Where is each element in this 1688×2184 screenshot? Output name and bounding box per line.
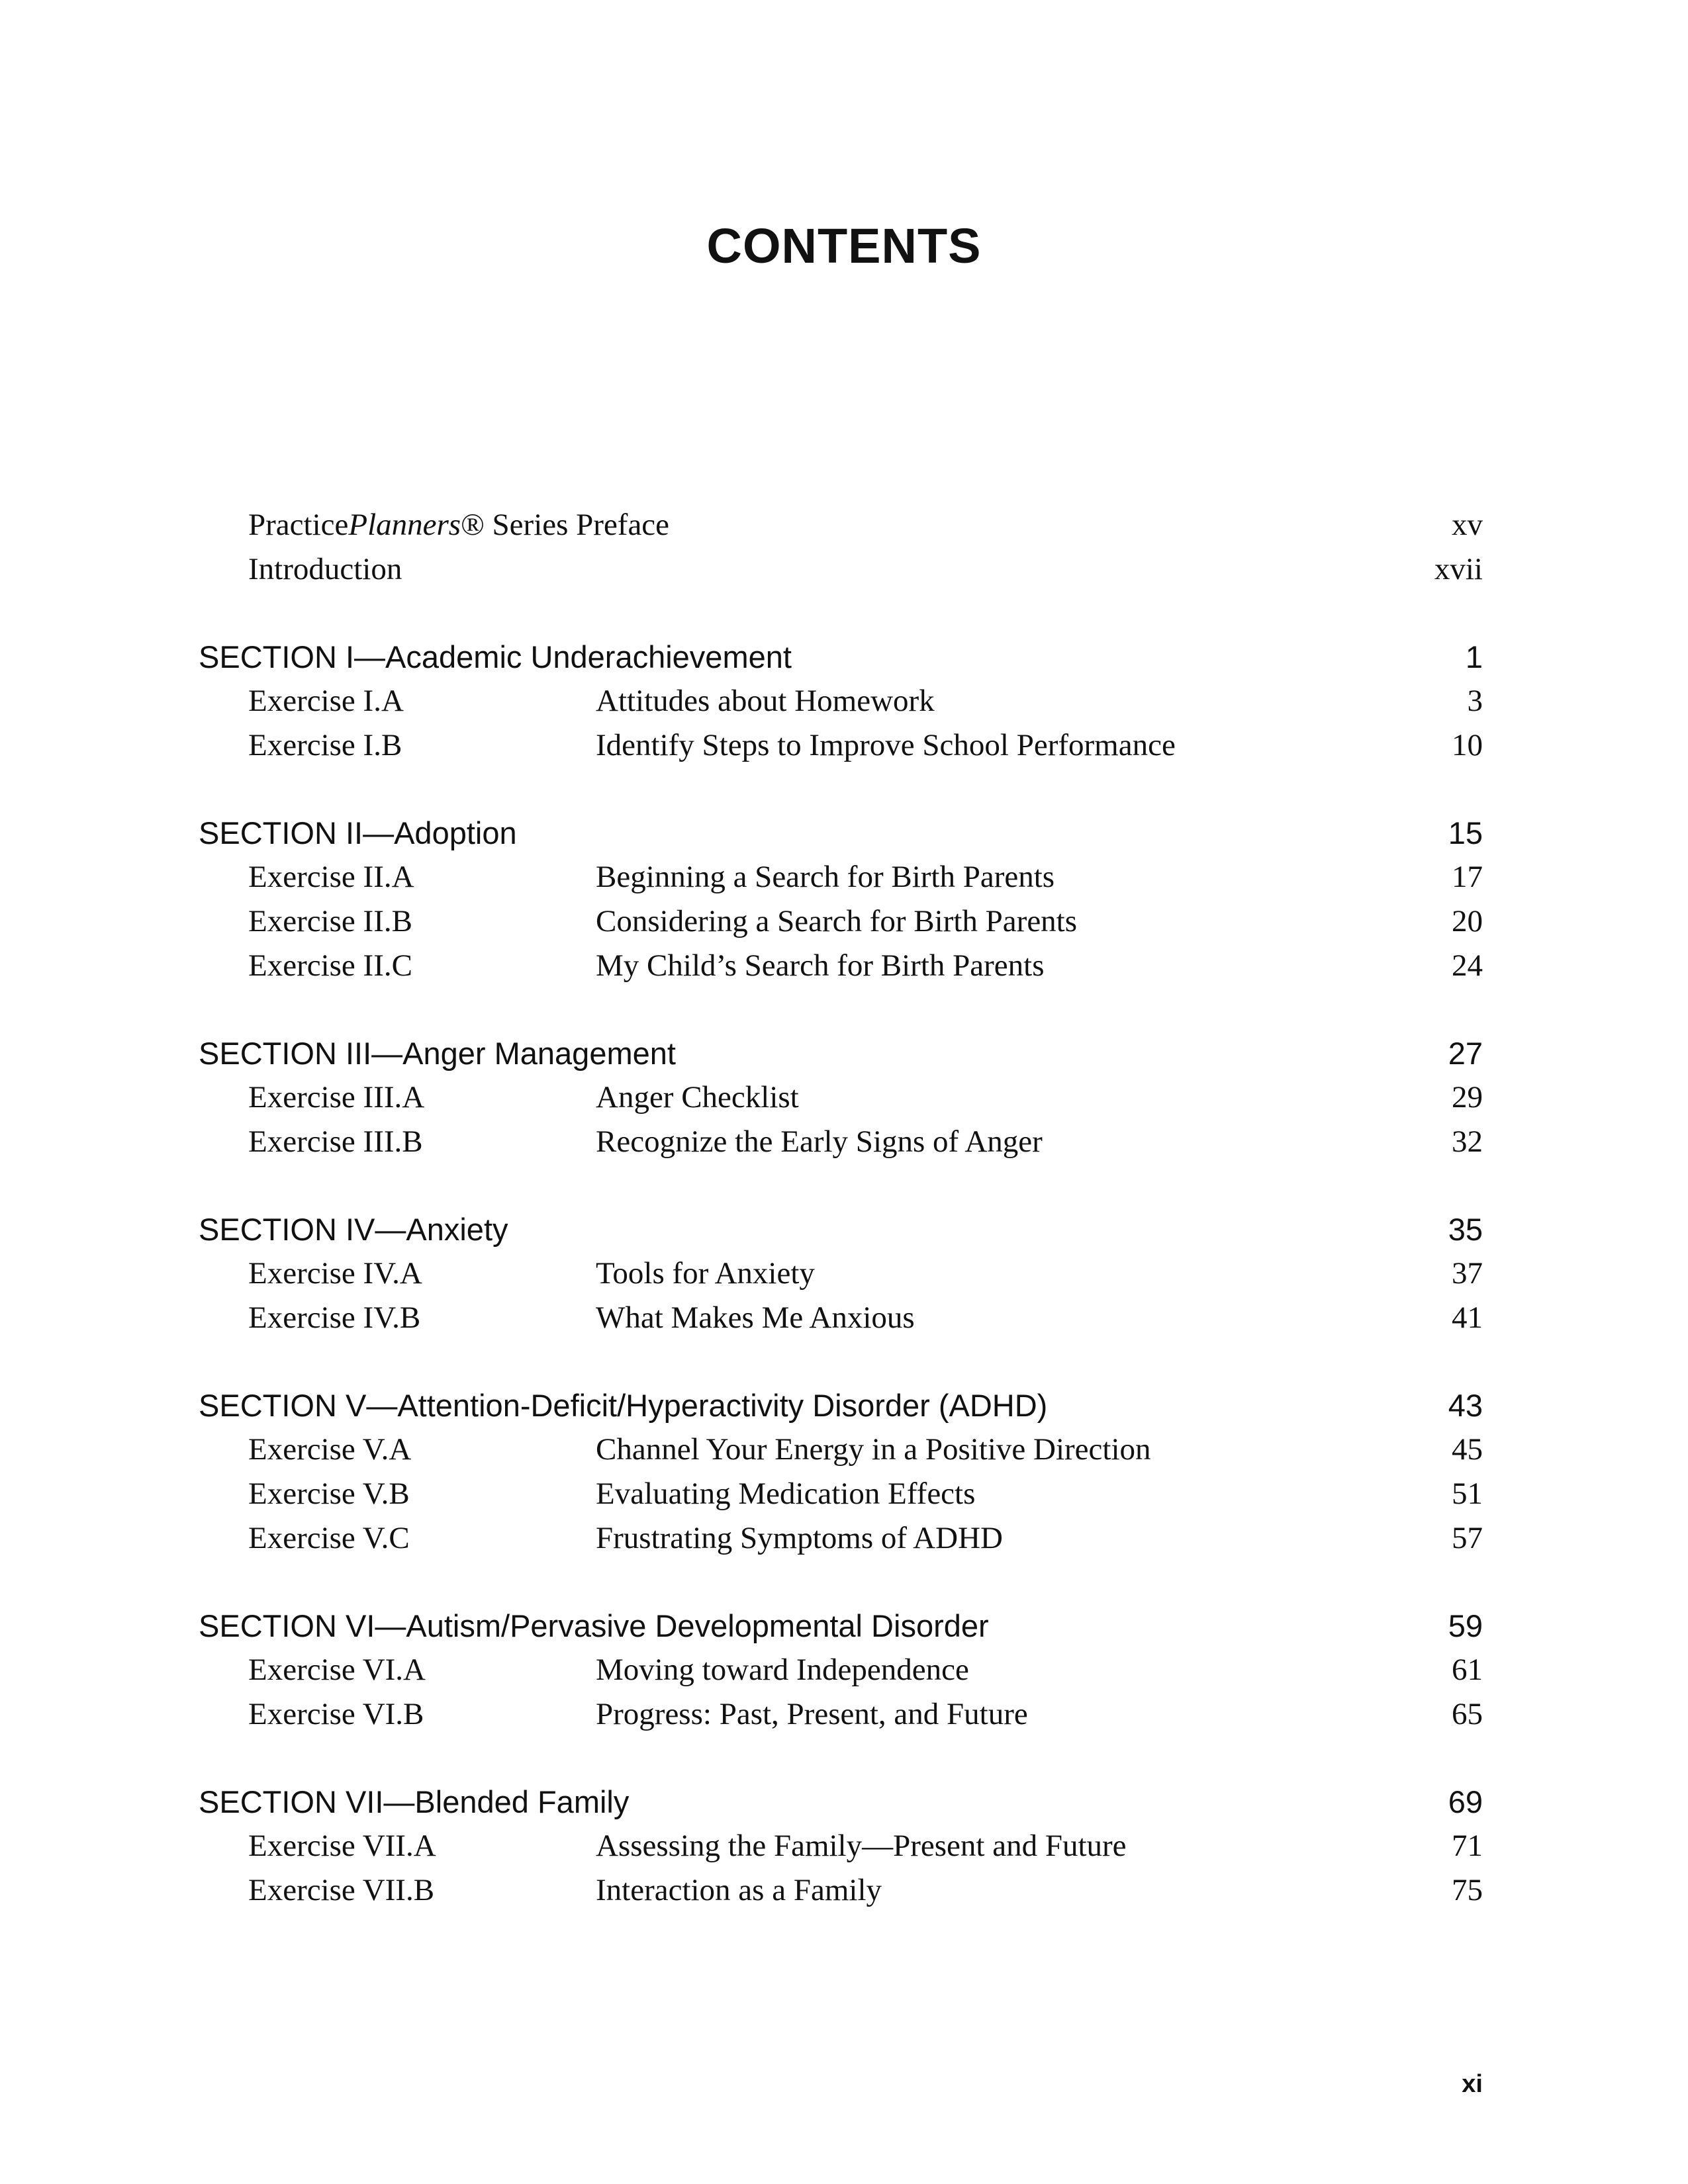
toc-exercise-title: Anger Checklist [596,1080,799,1115]
toc-page-number: 3 [1467,684,1483,718]
toc-section-title: SECTION VII—Blended Family [199,1784,630,1819]
toc-page-number: 71 [1452,1829,1483,1863]
toc-exercise-number: Exercise VI.A [248,1653,426,1687]
toc-section-row[interactable] [199,1604,1483,1648]
section-spacer [199,768,1483,811]
toc-sections [199,592,1483,1913]
toc-exercise-number: Exercise I.B [248,728,402,762]
toc-exercise-number: Exercise I.A [248,684,404,718]
toc-page-number: 17 [1452,860,1483,894]
toc-exercise-row[interactable] [199,1120,1483,1164]
toc-section-title: SECTION III—Anger Management [199,1036,676,1071]
toc-page-number: 1 [1465,639,1483,674]
toc-exercise-row[interactable] [199,679,1483,723]
toc-exercise-row[interactable] [199,1868,1483,1913]
toc-exercise-title: Identify Steps to Improve School Performance [596,728,1176,762]
toc-exercise-row[interactable] [199,1075,1483,1120]
toc-section-row[interactable] [199,1031,1483,1075]
toc-page-number: 20 [1452,904,1483,938]
toc-exercise-number: Exercise II.C [248,948,412,983]
toc-exercise-row[interactable] [199,1251,1483,1296]
toc-page-number: 37 [1452,1256,1483,1291]
toc-page-number: 75 [1452,1873,1483,1907]
toc-exercise-title: My Child’s Search for Birth Parents [596,948,1045,983]
section-spacer [199,1164,1483,1207]
toc-exercise-number: Exercise IV.B [248,1300,421,1335]
toc-page-number: 24 [1452,948,1483,983]
toc-exercise-row[interactable] [199,899,1483,944]
toc-page-number: 57 [1452,1521,1483,1555]
toc-exercise-title: Progress: Past, Present, and Future [596,1697,1028,1731]
toc-exercise-number: Exercise V.C [248,1521,410,1555]
toc-exercise-row[interactable] [199,723,1483,768]
toc-front-matter-row[interactable] [199,547,1483,592]
toc-exercise-title: Evaluating Medication Effects [596,1477,976,1511]
section-spacer [199,1737,1483,1780]
toc-page-number: 43 [1448,1388,1483,1423]
toc-section-title: SECTION IV—Anxiety [199,1212,508,1247]
toc-exercise-title: What Makes Me Anxious [596,1300,915,1335]
toc-page-number: 27 [1448,1036,1483,1071]
toc-exercise-row[interactable] [199,1692,1483,1737]
page-folio: xi [1462,2070,1483,2098]
toc-exercise-number: Exercise VI.B [248,1697,424,1731]
toc-exercise-title: Moving toward Independence [596,1653,969,1687]
toc-page-number: 59 [1448,1608,1483,1643]
toc-exercise-row[interactable] [199,944,1483,988]
toc-exercise-title: Assessing the Family—Present and Future [596,1829,1127,1863]
toc-section-row[interactable] [199,1207,1483,1251]
toc-exercise-title: Beginning a Search for Birth Parents [596,860,1055,894]
toc-page-number: 51 [1452,1477,1483,1511]
toc-section-title: SECTION I—Academic Underachievement [199,639,792,674]
toc-section-title: SECTION V—Attention-Deficit/Hyperactivity Disorder (ADHD) [199,1388,1048,1423]
toc-exercise-number: Exercise VII.A [248,1829,436,1863]
toc-page-number: xvii [1434,552,1483,586]
toc-page-number: 61 [1452,1653,1483,1687]
toc-exercise-row[interactable] [199,1648,1483,1692]
toc-page-number: 10 [1452,728,1483,762]
toc-exercise-number: Exercise III.A [248,1080,425,1115]
toc-exercise-row[interactable] [199,1296,1483,1340]
toc-exercise-row[interactable] [199,1472,1483,1516]
toc-exercise-row[interactable] [199,1824,1483,1868]
table-of-contents [199,503,1483,1913]
section-spacer [199,988,1483,1031]
toc-front-matter-row[interactable] [199,503,1483,547]
toc-page-number: 15 [1448,815,1483,850]
toc-front-matter-label: PracticePlanners® Series Preface [248,508,670,542]
toc-exercise-number: Exercise IV.A [248,1256,422,1291]
toc-exercise-title: Frustrating Symptoms of ADHD [596,1521,1003,1555]
section-spacer [199,1561,1483,1604]
toc-section-row[interactable] [199,1780,1483,1824]
toc-exercise-number: Exercise II.B [248,904,412,938]
toc-exercise-row[interactable] [199,1516,1483,1561]
toc-exercise-title: Recognize the Early Signs of Anger [596,1124,1043,1159]
toc-section-row[interactable] [199,1383,1483,1428]
toc-front-matter-label: Introduction [248,552,402,586]
toc-section-title: SECTION II—Adoption [199,815,517,850]
page-title: CONTENTS [706,218,982,273]
toc-exercise-title: Tools for Anxiety [596,1256,815,1291]
section-spacer [199,592,1483,635]
toc-exercise-title: Interaction as a Family [596,1873,882,1907]
toc-exercise-title: Considering a Search for Birth Parents [596,904,1078,938]
toc-page-number: 41 [1452,1300,1483,1335]
toc-section-row[interactable] [199,635,1483,679]
toc-page-number: 69 [1448,1784,1483,1819]
toc-exercise-number: Exercise III.B [248,1124,423,1159]
toc-page-number: 45 [1452,1432,1483,1467]
toc-exercise-number: Exercise V.A [248,1432,412,1467]
toc-page-number: 29 [1452,1080,1483,1115]
toc-page-number: 65 [1452,1697,1483,1731]
toc-exercise-title: Channel Your Energy in a Positive Direction [596,1432,1151,1467]
toc-exercise-row[interactable] [199,1428,1483,1472]
toc-section-row[interactable] [199,811,1483,855]
toc-exercise-number: Exercise II.A [248,860,414,894]
toc-page-number: 35 [1448,1212,1483,1247]
toc-page-number: xv [1452,508,1483,542]
section-spacer [199,1340,1483,1383]
toc-section-title: SECTION VI—Autism/Pervasive Developmental Disorder [199,1608,989,1643]
toc-page-number: 32 [1452,1124,1483,1159]
toc-exercise-number: Exercise V.B [248,1477,410,1511]
toc-exercise-row[interactable] [199,855,1483,899]
toc-exercise-number: Exercise VII.B [248,1873,435,1907]
toc-exercise-title: Attitudes about Homework [596,684,935,718]
